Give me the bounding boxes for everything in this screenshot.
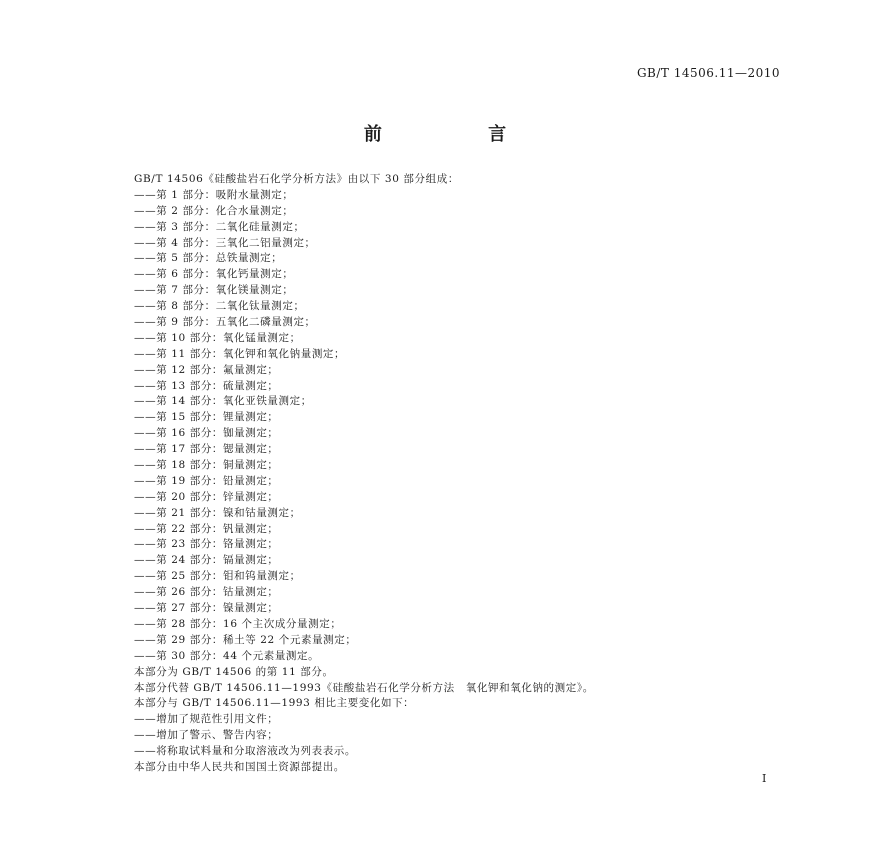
list-item: ——增加了警示、警告内容；	[134, 729, 279, 742]
list-item: ——第 5 部分：总铁量测定；	[134, 252, 283, 265]
text-line: 本部分为 GB/T 14506 的第 11 部分。	[134, 665, 334, 678]
list-item: ——第 8 部分：二氧化钛量测定；	[134, 300, 305, 313]
list-item: ——第 27 部分：镍量测定；	[134, 602, 279, 615]
list-item: ——第 25 部分：钼和钨量测定；	[134, 570, 301, 583]
text-line: GB/T 14506《硅酸盐岩石化学分析方法》由以下 30 部分组成：	[134, 173, 459, 185]
list-item: ——第 26 部分：钴量测定；	[134, 586, 279, 599]
standard-code: GB/T 14506.11—2010	[636, 66, 780, 80]
list-item: ——第 24 部分：镉量测定；	[134, 554, 279, 567]
list-item: ——第 22 部分：钒量测定；	[134, 522, 279, 535]
list-item: ——第 21 部分：镍和钴量测定；	[134, 506, 301, 519]
list-item: ——第 15 部分：锂量测定；	[134, 411, 279, 424]
list-item: ——第 6 部分：氧化钙量测定；	[134, 268, 294, 281]
page-title: 前 言	[363, 124, 557, 145]
list-item: ——第 2 部分：化合水量测定；	[134, 204, 294, 217]
list-item: ——将称取试料量和分取溶液改为列表表示。	[134, 745, 356, 758]
page-number: I	[762, 772, 767, 785]
list-item: ——第 4 部分：三氧化二铝量测定；	[134, 236, 316, 249]
list-item: ——增加了规范性引用文件；	[134, 713, 279, 726]
list-item: ——第 18 部分：铜量测定；	[134, 459, 279, 472]
list-item: ——第 17 部分：锶量测定；	[134, 443, 279, 456]
list-item: ——第 7 部分：氧化镁量测定；	[134, 284, 294, 297]
list-item: ——第 30 部分：44 个元素量测定。	[134, 649, 320, 662]
list-item: ——第 19 部分：铅量测定；	[134, 474, 279, 487]
list-item: ——第 1 部分：吸附水量测定；	[134, 188, 294, 201]
list-item: ——第 12 部分：氟量测定；	[134, 363, 279, 376]
document-body	[134, 172, 774, 776]
list-item: ——第 11 部分：氧化钾和氧化钠量测定；	[134, 347, 346, 360]
list-item: ——第 29 部分：稀土等 22 个元素量测定；	[134, 633, 357, 646]
list-item: ——第 9 部分：五氧化二磷量测定；	[134, 316, 316, 329]
list-item: ——第 13 部分：硫量测定；	[134, 379, 279, 392]
list-item: ——第 10 部分：氧化锰量测定；	[134, 331, 301, 344]
list-item: ——第 23 部分：铬量测定；	[134, 538, 279, 551]
text-line: 本部分与 GB/T 14506.11—1993 相比主要变化如下：	[134, 697, 415, 710]
list-item: ——第 3 部分：二氧化硅量测定；	[134, 220, 305, 233]
text-line: 本部分代替 GB/T 14506.11—1993《硅酸盐岩石化学分析方法 氧化钾和氧化钠的测定》。	[134, 681, 594, 694]
list-item: ——第 20 部分：锌量测定；	[134, 490, 279, 503]
list-item: ——第 16 部分：铷量测定；	[134, 427, 279, 440]
list-item: ——第 28 部分：16 个主次成分量测定；	[134, 617, 342, 630]
list-item: ——第 14 部分：氧化亚铁量测定；	[134, 395, 312, 408]
text-line: 本部分由中华人民共和国国土资源部提出。	[134, 760, 345, 773]
